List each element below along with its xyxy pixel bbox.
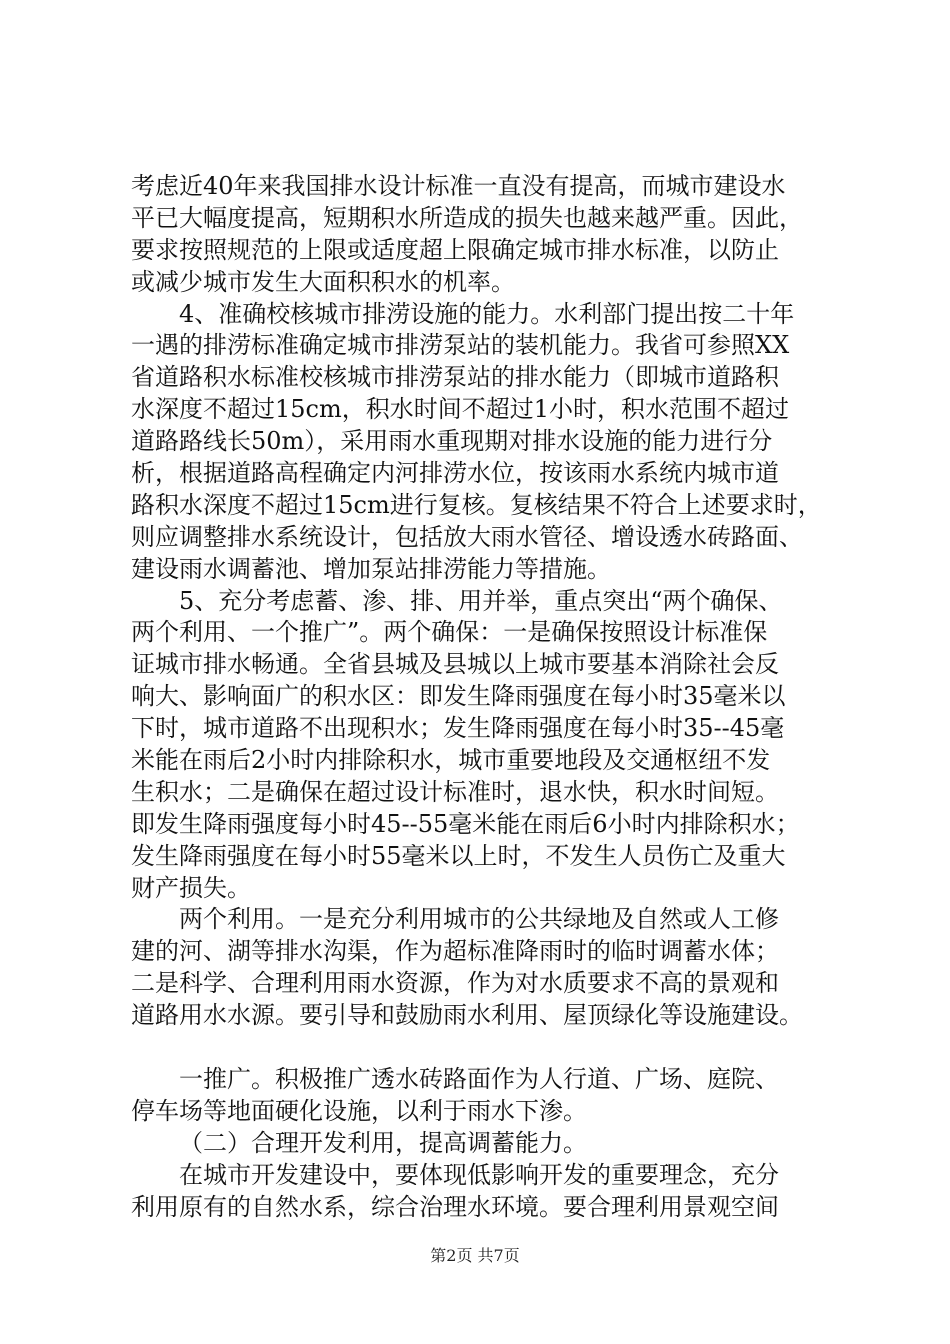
page-footer: 第2页 共7页	[430, 1246, 520, 1265]
text-line: 道路路线长50m），采用雨水重现期对排水设施的能力进行分	[131, 427, 773, 456]
text-line: 4、准确校核城市排涝设施的能力。水利部门提出按二十年	[179, 299, 795, 328]
text-line: 一遇的排涝标准确定城市排涝泵站的装机能力。我省可参照XX	[131, 331, 790, 360]
text-line: 一推广。积极推广透水砖路面作为人行道、广场、庭院、	[179, 1064, 779, 1093]
text-line: 即发生降雨强度每小时45--55毫米能在雨后6小时内排除积水；	[131, 809, 800, 838]
text-line: （二）合理开发利用，提高调蓄能力。	[179, 1128, 587, 1157]
text-line: 考虑近40年来我国排水设计标准一直没有提高，而城市建设水	[131, 172, 786, 200]
text-line: 5、充分考虑蓄、渗、排、用并举，重点突出“两个确保、	[179, 586, 783, 615]
text-line: 两个利用。一是充分利用城市的公共绿地及自然或人工修	[179, 905, 779, 934]
text-line: 发生降雨强度在每小时55毫米以上时，不发生人员伤亡及重大	[131, 841, 786, 870]
text-line: 水深度不超过15cm，积水时间不超过1小时，积水范围不超过	[131, 395, 790, 424]
text-line: 则应调整排水系统设计，包括放大雨水管径、增设透水砖路面、	[131, 522, 803, 551]
document-body	[131, 171, 831, 1223]
text-line: 平已大幅度提高，短期积水所造成的损失也越来越严重。因此，	[131, 203, 803, 232]
text-line: 响大、影响面广的积水区：即发生降雨强度在每小时35毫米以	[131, 682, 786, 711]
text-line: 二是科学、合理利用雨水资源，作为对水质要求不高的景观和	[131, 969, 779, 998]
text-line: 在城市开发建设中，要体现低影响开发的重要理念，充分	[179, 1160, 779, 1189]
text-line: 省道路积水标准校核城市排涝泵站的排水能力（即城市道路积	[131, 363, 779, 392]
text-line: 路积水深度不超过15cm进行复核。复核结果不符合上述要求时，	[131, 490, 822, 519]
text-line: 下时，城市道路不出现积水；发生降雨强度在每小时35--45毫	[131, 714, 785, 743]
text-line: 道路用水水源。要引导和鼓励雨水利用、屋顶绿化等设施建设。	[131, 1001, 803, 1030]
text-line: 或减少城市发生大面积积水的机率。	[131, 267, 515, 296]
text-line: 证城市排水畅通。全省县城及县城以上城市要基本消除社会反	[131, 650, 779, 679]
text-line: 利用原有的自然水系，综合治理水环境。要合理利用景观空间	[131, 1192, 779, 1221]
text-line: 建的河、湖等排水沟渠，作为超标准降雨时的临时调蓄水体；	[131, 937, 779, 966]
text-line: 财产损失。	[131, 873, 251, 902]
text-line: 米能在雨后2小时内排除积水，城市重要地段及交通枢纽不发	[131, 746, 771, 775]
text-line: 停车场等地面硬化设施，以利于雨水下渗。	[131, 1096, 587, 1125]
text-line: 两个利用、一个推广”。两个确保：一是确保按照设计标准保	[131, 618, 768, 647]
text-line: 析，根据道路高程确定内河排涝水位，按该雨水系统内城市道	[131, 459, 779, 488]
blank-line	[131, 1032, 831, 1064]
text-line: 建设雨水调蓄池、增加泵站排涝能力等措施。	[131, 554, 611, 583]
text-line: 生积水；二是确保在超过设计标准时，退水快，积水时间短。	[131, 777, 779, 806]
text-line: 要求按照规范的上限或适度超上限确定城市排水标准，以防止	[131, 235, 779, 264]
